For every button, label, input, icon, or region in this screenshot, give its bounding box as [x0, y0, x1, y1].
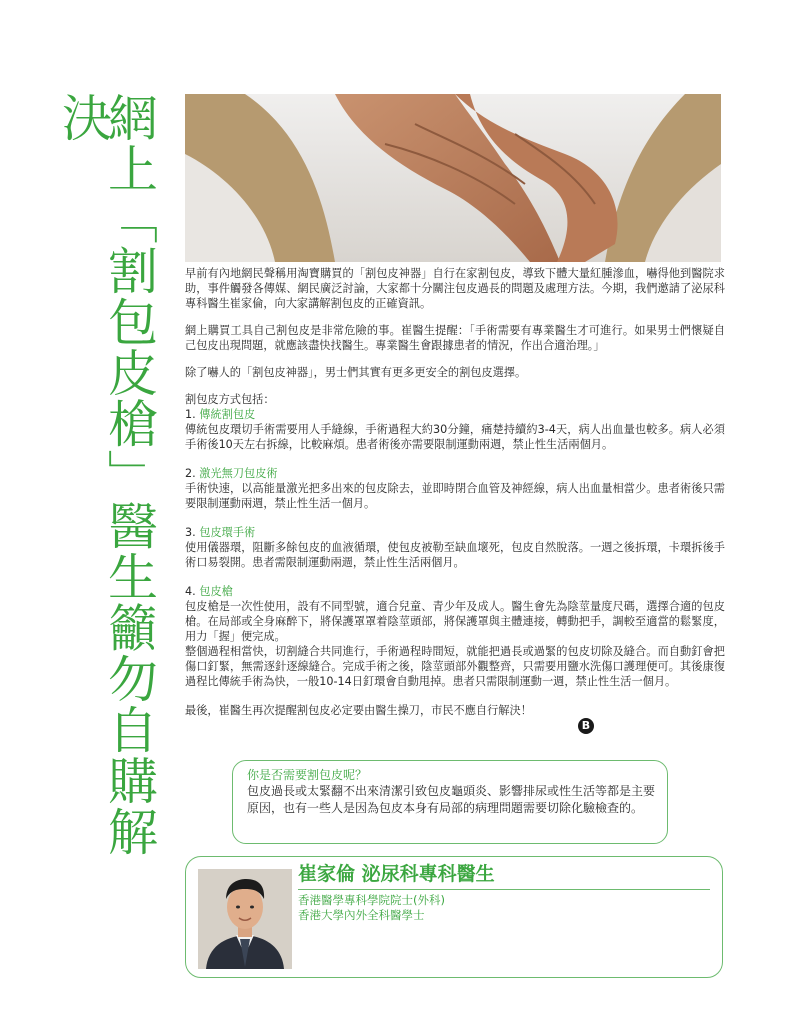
method-number: 4.	[185, 585, 196, 598]
callout-answer: 包皮過長或太緊翻不出來清潔引致包皮龜頭炎、影響排尿或性生活等都是主要原因，也有一些人是因為包皮本身有局部的病理問題需要切除化驗檢查的。	[247, 784, 656, 815]
article-title: 網上「割包皮槍」醫生籲勿自購解決	[54, 92, 158, 857]
methods-heading: 割包皮方式包括：	[185, 393, 275, 406]
hero-photo	[185, 94, 721, 262]
method-name: 激光無刀包皮術	[199, 467, 278, 480]
method-description: 手術快速，以高能量激光把多出來的包皮除去，並即時閉合血管及神經線，病人出血量相當少。患者術後只需要限制運動兩週，禁止性生活一個月。	[185, 482, 725, 510]
closing-paragraph: 最後，崔醫生再次提醒割包皮必定要由醫生操刀，市民不應自行解決！	[185, 704, 532, 717]
intro-paragraph: 早前有內地網民聲稱用淘寶購買的「割包皮神器」自行在家割包皮，導致下體大量紅腫滲血，嚇得他到醫院求助，事件觸發各傳媒、網民廣泛討論，大家都十分關注包皮過長的問題及處理方法。今期，我們邀請了泌尿科專科醫生崔家倫，向大家講解割包皮的正確資訊。	[185, 267, 725, 310]
method-heading	[185, 584, 725, 599]
method-description: 整個過程相當快，切割縫合共同進行，手術過程時間短，就能把過長或過緊的包皮切除及縫合。而自動釘會把傷口釘緊，無需逐針逐線縫合。完成手術之後，陰莖頭部外觀整齊，只需要用鹽水洗傷口護理便可。其後康復過程比傳統手術為快，一般10-14日釘環會自動甩掉。患者只需限制運動一週，禁止性生活一個月。	[185, 645, 725, 688]
method-name: 傳統割包皮	[199, 408, 256, 421]
method-item	[185, 466, 725, 511]
callout-question: 你是否需要割包皮呢？	[247, 768, 368, 782]
divider	[298, 889, 710, 890]
doctor-credential: 香港醫學專科學院院士(外科)	[298, 893, 445, 907]
doctor-photo-illustration	[198, 869, 292, 969]
method-name: 包皮環手術	[199, 526, 256, 539]
method-number: 1.	[185, 408, 196, 421]
intro-paragraph: 除了嚇人的「割包皮神器」，男士們其實有更多更安全的割包皮選擇。	[185, 366, 527, 379]
method-number: 2.	[185, 467, 196, 480]
method-description: 包皮槍是一次性使用，設有不同型號，適合兒童、青少年及成人。醫生會先為陰莖量度尺碼，選擇合適的包皮槍。在局部或全身麻醉下，將保護罩罩着陰莖頭部，將保護罩與主體連接，轉動把手，調較至適當的鬆緊度，用力「握」便完成。	[185, 600, 725, 643]
callout-box	[232, 760, 668, 844]
method-heading	[185, 525, 725, 540]
method-heading	[185, 466, 725, 481]
doctor-name: 崔家倫 泌尿科專科醫生	[298, 863, 495, 885]
method-item	[185, 584, 725, 689]
article-body	[185, 266, 725, 718]
method-description: 使用儀器環，阻斷多餘包皮的血液循環，使包皮被勒至缺血壞死，包皮自然脫落。一週之後拆環，卡環拆後手術口易裂開。患者需限制運動兩週，禁止性生活兩個月。	[185, 541, 725, 569]
hands-illustration	[185, 94, 721, 262]
method-item	[185, 407, 725, 452]
method-item	[185, 525, 725, 570]
method-description: 傳統包皮環切手術需要用人手縫線，手術過程大約30分鐘，痛楚持續約3-4天，病人出血量也較多。病人必須手術後10天左右拆線，比較麻煩。患者術後亦需要限制運動兩週，禁止性生活兩個月。	[185, 423, 725, 451]
method-number: 3.	[185, 526, 196, 539]
doctor-avatar	[198, 869, 292, 969]
end-mark-icon: B	[578, 718, 594, 734]
method-heading	[185, 407, 725, 422]
method-name: 包皮槍	[199, 585, 233, 598]
doctor-credential: 香港大學內外全科醫學士	[298, 908, 425, 922]
intro-paragraph: 網上購買工具自己割包皮是非常危險的事。崔醫生提醒：「手術需要有專業醫生才可進行。如果男士們懷疑自己包皮出現問題，就應該盡快找醫生。專業醫生會跟據患者的情況，作出合適治理。」	[185, 324, 725, 352]
doctor-profile	[185, 856, 723, 978]
